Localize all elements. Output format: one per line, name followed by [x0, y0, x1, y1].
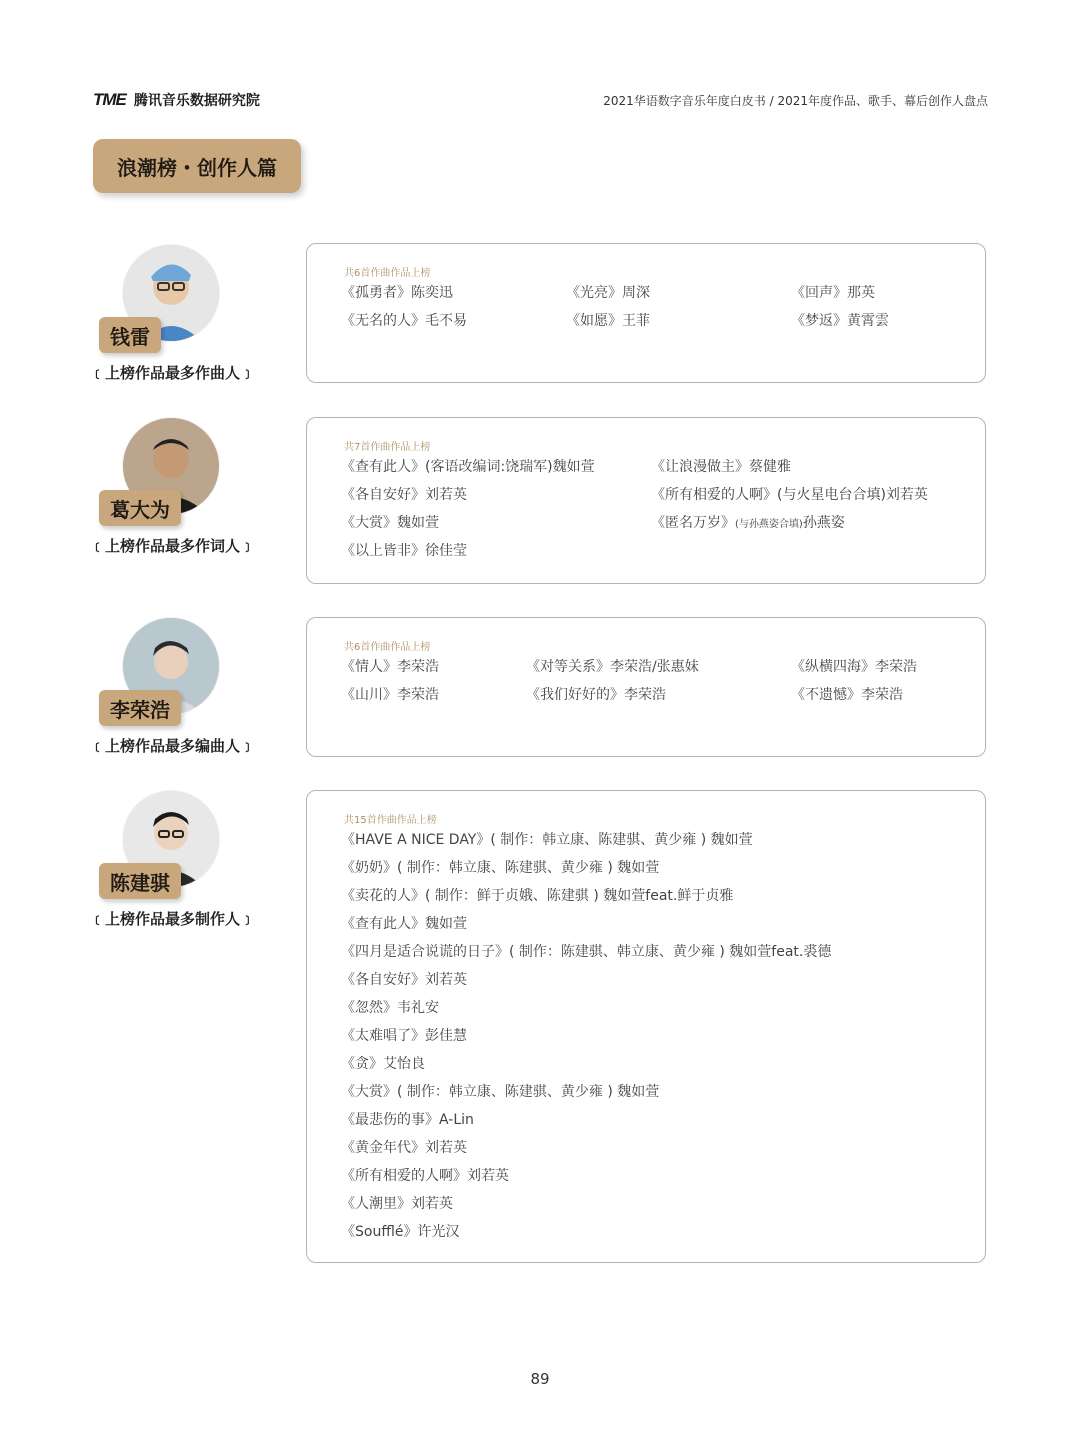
- work-item: [651, 512, 845, 532]
- work-item: 《最悲伤的事》A-Lin: [341, 1112, 474, 1128]
- creator-role: ﹝上榜作品最多编曲人﹞: [90, 737, 256, 755]
- work-item: 《如愿》王菲: [566, 313, 650, 329]
- work-item: 《大赏》魏如萱: [341, 515, 439, 531]
- works-count: 共7首作曲作品上榜: [344, 442, 431, 453]
- work-item: 《情人》李荣浩: [341, 659, 439, 675]
- work-note: (与孙燕姿合填): [735, 519, 803, 530]
- work-item: 《Soufflé》许光汉: [341, 1224, 460, 1240]
- works-card: [306, 243, 986, 383]
- works-count: 共6首作曲作品上榜: [344, 268, 431, 279]
- work-item: 《人潮里》刘若英: [341, 1196, 453, 1212]
- work-item: 《以上皆非》徐佳莹: [341, 543, 467, 559]
- work-artist: 孙燕姿: [802, 515, 845, 531]
- page-number: 89: [530, 1370, 550, 1388]
- tme-logo-mark: TME: [93, 90, 126, 109]
- work-item: 《大赏》( 制作：韩立康、陈建骐、黄少雍 ) 魏如萱: [341, 1084, 660, 1100]
- work-item: 《所有相爱的人啊》刘若英: [341, 1168, 509, 1184]
- work-item: 《无名的人》毛不易: [341, 313, 467, 329]
- works-card: [306, 790, 986, 1263]
- works-card: [306, 617, 986, 757]
- work-item: 《光亮》周深: [566, 285, 650, 301]
- creator-role: ﹝上榜作品最多作词人﹞: [90, 537, 256, 555]
- work-item: 《忽然》韦礼安: [341, 1000, 439, 1016]
- work-item: 《查有此人》魏如萱: [341, 916, 467, 932]
- org-name: 腾讯音乐数据研究院: [133, 93, 260, 109]
- work-item: 《梦返》黄霄雲: [791, 313, 889, 329]
- works-count: 共6首作曲作品上榜: [344, 642, 431, 653]
- work-item: 《对等关系》李荣浩/张惠妹: [526, 659, 699, 675]
- creator-profile: [90, 418, 270, 568]
- work-item: 《山川》李荣浩: [341, 687, 439, 703]
- work-item: 《孤勇者》陈奕迅: [341, 285, 453, 301]
- work-title: 《匿名万岁》: [651, 515, 735, 531]
- page-header: [93, 88, 988, 114]
- creator-profile: [90, 245, 270, 395]
- creator-name: 钱雷: [99, 317, 161, 353]
- work-item: 《不遗憾》李荣浩: [791, 687, 903, 703]
- creator-role: ﹝上榜作品最多制作人﹞: [90, 910, 256, 928]
- work-item: 《HAVE A NICE DAY》( 制作：韩立康、陈建骐、黄少雍 ) 魏如萱: [341, 832, 753, 848]
- work-item: 《各自安好》刘若英: [341, 487, 467, 503]
- works-card: [306, 417, 986, 584]
- logo: [93, 90, 260, 110]
- work-item: 《四月是适合说谎的日子》( 制作：陈建骐、韩立康、黄少雍 ) 魏如萱feat.裘德: [341, 944, 832, 960]
- work-item: 《纵横四海》李荣浩: [791, 659, 917, 675]
- work-item: 《我们好好的》李荣浩: [526, 687, 666, 703]
- creator-name: 葛大为: [99, 490, 181, 526]
- creator-profile: [90, 791, 270, 941]
- document-title: 2021华语数字音乐年度白皮书 / 2021年度作品、歌手、幕后创作人盘点: [603, 94, 988, 108]
- works-count: 共15首作曲作品上榜: [344, 815, 437, 826]
- work-item: 《回声》那英: [791, 285, 875, 301]
- section-title: 浪潮榜・创作人篇: [93, 139, 301, 193]
- work-item: 《卖花的人》( 制作：鲜于贞娥、陈建骐 ) 魏如萱feat.鲜于贞雅: [341, 888, 734, 904]
- work-item: 《奶奶》( 制作：韩立康、陈建骐、黄少雍 ) 魏如萱: [341, 860, 660, 876]
- creator-name: 李荣浩: [99, 690, 181, 726]
- creator-name: 陈建骐: [99, 863, 181, 899]
- work-item: 《所有相爱的人啊》(与火星电台合填)刘若英: [651, 487, 928, 503]
- work-item: 《贪》艾怡良: [341, 1056, 425, 1072]
- work-item: 《黄金年代》刘若英: [341, 1140, 467, 1156]
- creator-profile: [90, 618, 270, 768]
- creator-role: ﹝上榜作品最多作曲人﹞: [90, 364, 256, 382]
- work-item: 《让浪漫做主》蔡健雅: [651, 459, 791, 475]
- work-item: 《各自安好》刘若英: [341, 972, 467, 988]
- work-item: 《查有此人》(客语改编词:饶瑞军)魏如萱: [341, 459, 595, 475]
- work-item: 《太难唱了》彭佳慧: [341, 1028, 467, 1044]
